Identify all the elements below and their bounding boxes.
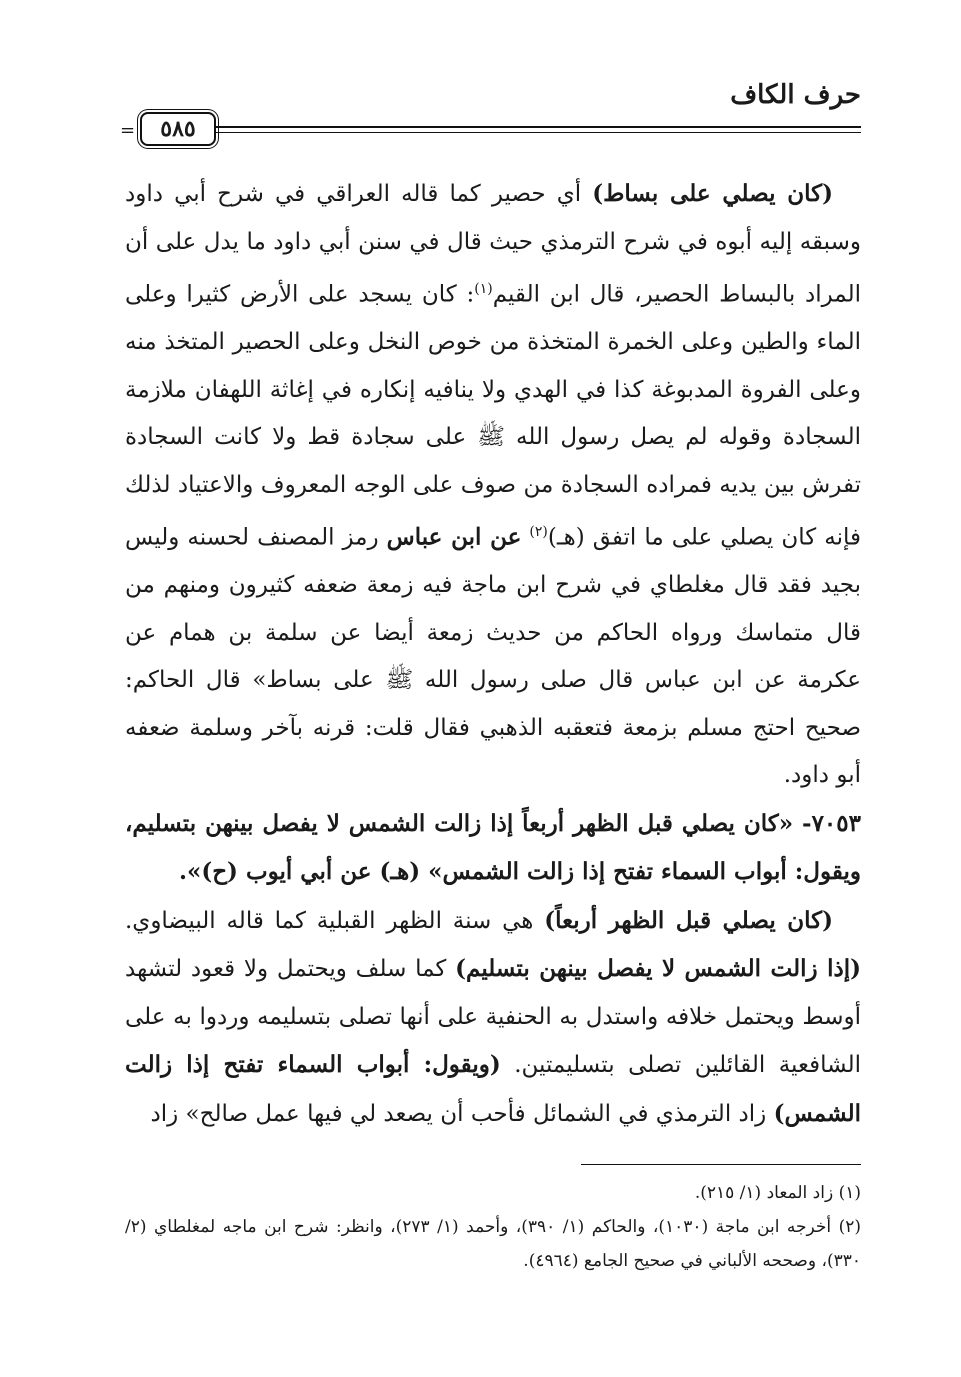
rule-tick: = (120, 120, 136, 141)
footnote-marker: (١) (474, 281, 493, 297)
bold-run: ٧٠٥٣- «كان يصلي قبل الظهر أربعاً إذا زالت الشمس لا يفصل بينهن بتسليم، ويقول: أبواب السماء تفتح إذا زالت الشمس» (هـ) عن أبي أيوب (ح)». (125, 809, 861, 886)
bold-run: عن ابن عباس (386, 523, 522, 551)
text-run: كما سلف ويحتمل ولا قعود لتشهد أوسط ويحتمل خلافه واستدل به الحنفية على أنها تصلى بتسليمه وردوا به على الشافعية القائلين تصلى بتسليمتين. (125, 956, 861, 1079)
bold-run: (كان يصلي قبل الظهر أربعاً) (544, 906, 833, 934)
page-number: ٥٨٥ (140, 112, 216, 146)
bold-run: (ويقول: أبواب السماء تفتح إذا زالت الشمس) (125, 1051, 861, 1127)
main-text (125, 170, 861, 1138)
commentary-paragraph-2 (125, 897, 861, 1139)
text-run: : كان يسجد على الأرض كثيرا وعلى الماء والطين وعلى الخمرة المتخذة من خوص النخل وعلى الحصير المتخذ منه وعلى الفروة المدبوغة كذا في الهدي ولا ينافيه إنكاره في إغاثة اللهفان ملازمة السجادة وقوله لم يصل رسول الله ﷺ على سجادة قط ولا كانت السجادة تفرش بين يديه فمراده السجادة من صوف على الوجه المعروف والاعتياد لذلك فإنه كان يصلي على ما اتفق (هـ) (125, 281, 862, 551)
bold-run: (كان يصلي على بساط) (592, 180, 833, 207)
commentary-paragraph-1 (125, 170, 861, 800)
bold-run: (إذا زالت الشمس لا يفصل بينهن بتسليم) (455, 955, 861, 983)
footnote-1: (١) زاد المعاد (١/ ٢١٥). (694, 1183, 861, 1203)
text-run: رمز المصنف لحسنه وليس بجيد فقد قال مغلطاي في شرح ابن ماجة فيه زمعة ضعفه كثيرون ومنهم من قال متماسك ورواه الحاكم من حديث زمعة أيضا عن سلمة بن همام عن عكرمة عن ابن عباس قال صلى رسول الله ﷺ على بساط» قال الحاكم: صحيح احتج مسلم بزمعة فتعقبه الذهبي فقال قلت: قرنه بآخر وسلمة ضعفه أبو داود. (125, 524, 861, 789)
footnotes (125, 1176, 861, 1278)
hadith-7053 (125, 800, 861, 897)
text-run: زاد الترمذي في الشمائل فأحب أن يصعد لي فيها عمل صالح» زاد (150, 1100, 774, 1127)
footnote-separator (581, 1164, 861, 1165)
text-run: أي حصير كما قاله العراقي في شرح أبي داود وسبقه إليه أبوه في شرح الترمذي حيث قال في سنن أبي داود ما يدل على أن المراد بالبساط الحصير، قال ابن القيم (125, 181, 861, 308)
running-title: حرف الكاف (730, 80, 861, 110)
footnote-2: (٢) أخرجه ابن ماجة (١٠٣٠)، والحاكم (١/ ٣٩٠)، وأحمد (١/ ٢٧٣)، وانظر: شرح ابن ماجه لمغلطاي (٢/ ٣٣٠)، وصححه الألباني في صحيح الجامع (٤٩٦٤). (125, 1217, 862, 1271)
text-run: هي سنة الظهر القبلية كما قاله البيضاوي. (125, 907, 545, 934)
header-rule (120, 112, 861, 152)
footnote-marker: (٢) (529, 524, 548, 541)
header-double-rule (216, 126, 861, 133)
